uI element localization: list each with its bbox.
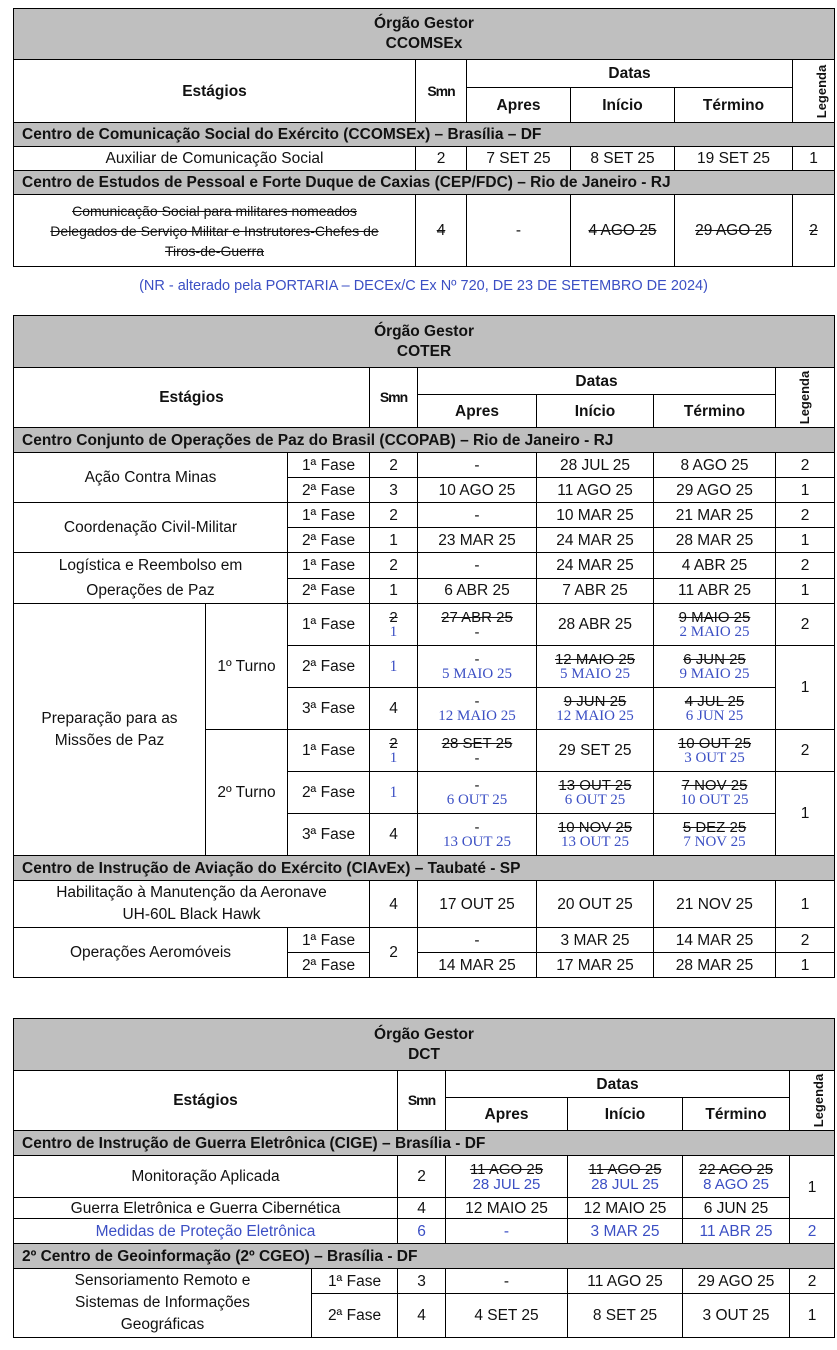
apres-header: Apres	[418, 395, 537, 428]
table-row: Monitoração Aplicada 2 11 AGO 25 28 JUL 25 11 AGO 25 28 JUL 25 22 AGO 25 8 AGO 25 1	[14, 1156, 835, 1198]
table-row: 3ª Fase 4 - 12 MAIO 25 9 JUN 25 12 MAIO 25 4 JUL 25 6 JUN 25	[14, 688, 835, 730]
table-row: 2ª Fase 4 4 SET 25 8 SET 25 3 OUT 25 1	[14, 1294, 835, 1338]
revoked-course-name: Comunicação Social para militares nomeados Delegados de Serviço Militar e Instrutores-Chefes de Tiros-de-Guerra	[14, 195, 416, 267]
legenda-header: Legenda	[790, 1071, 835, 1131]
section-title: Centro de Instrução de Aviação do Exército (CIAvEx) – Taubaté - SP	[14, 856, 835, 881]
legenda-header: Legenda	[776, 368, 835, 428]
table-row: Coordenação Civil-Militar 1ª Fase 2 - 10 MAR 25 21 MAR 25 2	[14, 503, 835, 528]
table-row: Ação Contra Minas 1ª Fase 2 - 28 JUL 25 8 AGO 25 2	[14, 453, 835, 478]
table-row: Logística e Reembolso em Operações de Paz 1ª Fase 2 - 24 MAR 25 4 ABR 25 2	[14, 553, 835, 579]
datas-header: Datas	[467, 60, 793, 88]
table-row: 2º Turno 1ª Fase 2 1 28 SET 25 - 29 SET 25 10 OUT 25 3 OUT 25 2	[14, 730, 835, 772]
estagios-header: Estágios	[14, 1071, 398, 1131]
estagios-header: Estágios	[14, 368, 370, 428]
table-row: Comunicação Social para militares nomeados Delegados de Serviço Militar e Instrutores-Chefes de Tiros-de-Guerra 4 - 4 AGO 25 29 AGO 25 2	[14, 195, 835, 267]
table-row: 2ª Fase 14 MAR 25 17 MAR 25 28 MAR 25 1	[14, 953, 835, 978]
inicio-header: Início	[571, 88, 675, 123]
table-row: 2ª Fase 1 - 6 OUT 25 13 OUT 25 6 OUT 25 7 NOV 25 10 OUT 25 1	[14, 772, 835, 814]
table-row: Sensoriamento Remoto e Sistemas de Informações Geográficas 1ª Fase 3 - 11 AGO 25 29 AGO 25 2	[14, 1269, 835, 1294]
dct-table	[13, 1018, 835, 1338]
inicio-header: Início	[537, 395, 654, 428]
table-row: 2ª Fase 1 23 MAR 25 24 MAR 25 28 MAR 25 1	[14, 528, 835, 553]
coter-table	[13, 315, 835, 978]
datas-header: Datas	[446, 1071, 790, 1098]
orgao-gestor-header: Órgão Gestor DCT	[14, 1019, 835, 1071]
table-row: Operações Aeromóveis 1ª Fase 2 - 3 MAR 25 14 MAR 25 2	[14, 928, 835, 953]
apres-header: Apres	[446, 1098, 568, 1131]
smn-header: Smn	[398, 1071, 446, 1131]
termino-header: Término	[654, 395, 776, 428]
orgao-gestor-header: Órgão Gestor CCOMSEx	[14, 9, 835, 60]
smn-header: Smn	[370, 368, 418, 428]
table-row: Auxiliar de Comunicação Social 2 7 SET 25 8 SET 25 19 SET 25 1	[14, 147, 835, 171]
table-row: 2ª Fase 1 6 ABR 25 7 ABR 25 11 ABR 25 1	[14, 578, 835, 604]
orgao-gestor-header: Órgão Gestor COTER	[14, 316, 835, 368]
section-title: 2º Centro de Geoinformação (2º CGEO) – Brasília - DF	[14, 1244, 835, 1269]
table-row: Preparação para as Missões de Paz 1º Turno 1ª Fase 2 1 27 ABR 25 - 28 ABR 25 9 MAIO 25 2 MAIO 25 2	[14, 604, 835, 646]
ccomsex-table	[13, 8, 835, 267]
table-row: Medidas de Proteção Eletrônica 6 - 3 MAR 25 11 ABR 25 2	[14, 1219, 835, 1244]
estagios-header: Estágios	[14, 60, 416, 123]
amendment-note: (NR - alterado pela PORTARIA – DECEx/C Ex Nº 720, DE 23 DE SETEMBRO DE 2024)	[139, 278, 708, 294]
datas-header: Datas	[418, 368, 776, 395]
legenda-header: Legenda	[793, 60, 835, 123]
smn-header: Smn	[416, 60, 467, 123]
table-row: 3ª Fase 4 - 13 OUT 25 10 NOV 25 13 OUT 25 5 DEZ 25 7 NOV 25	[14, 814, 835, 856]
table-row: 2ª Fase 3 10 AGO 25 11 AGO 25 29 AGO 25 1	[14, 478, 835, 503]
table-row: Habilitação à Manutenção da Aeronave UH-60L Black Hawk 4 17 OUT 25 20 OUT 25 21 NOV 25 1	[14, 881, 835, 928]
section-title: Centro de Instrução de Guerra Eletrônica (CIGE) – Brasília - DF	[14, 1131, 835, 1156]
inicio-header: Início	[568, 1098, 683, 1131]
termino-header: Término	[683, 1098, 790, 1131]
section-title: Centro Conjunto de Operações de Paz do Brasil (CCOPAB) – Rio de Janeiro - RJ	[14, 428, 835, 453]
section-title: Centro de Comunicação Social do Exército (CCOMSEx) – Brasília – DF	[14, 123, 835, 147]
apres-header: Apres	[467, 88, 571, 123]
table-row: 2ª Fase 1 - 5 MAIO 25 12 MAIO 25 5 MAIO 25 6 JUN 25 9 MAIO 25 1	[14, 646, 835, 688]
table-row: Guerra Eletrônica e Guerra Cibernética 4 12 MAIO 25 12 MAIO 25 6 JUN 25	[14, 1198, 835, 1219]
termino-header: Término	[675, 88, 793, 123]
section-title: Centro de Estudos de Pessoal e Forte Duque de Caxias (CEP/FDC) – Rio de Janeiro - RJ	[14, 171, 835, 195]
